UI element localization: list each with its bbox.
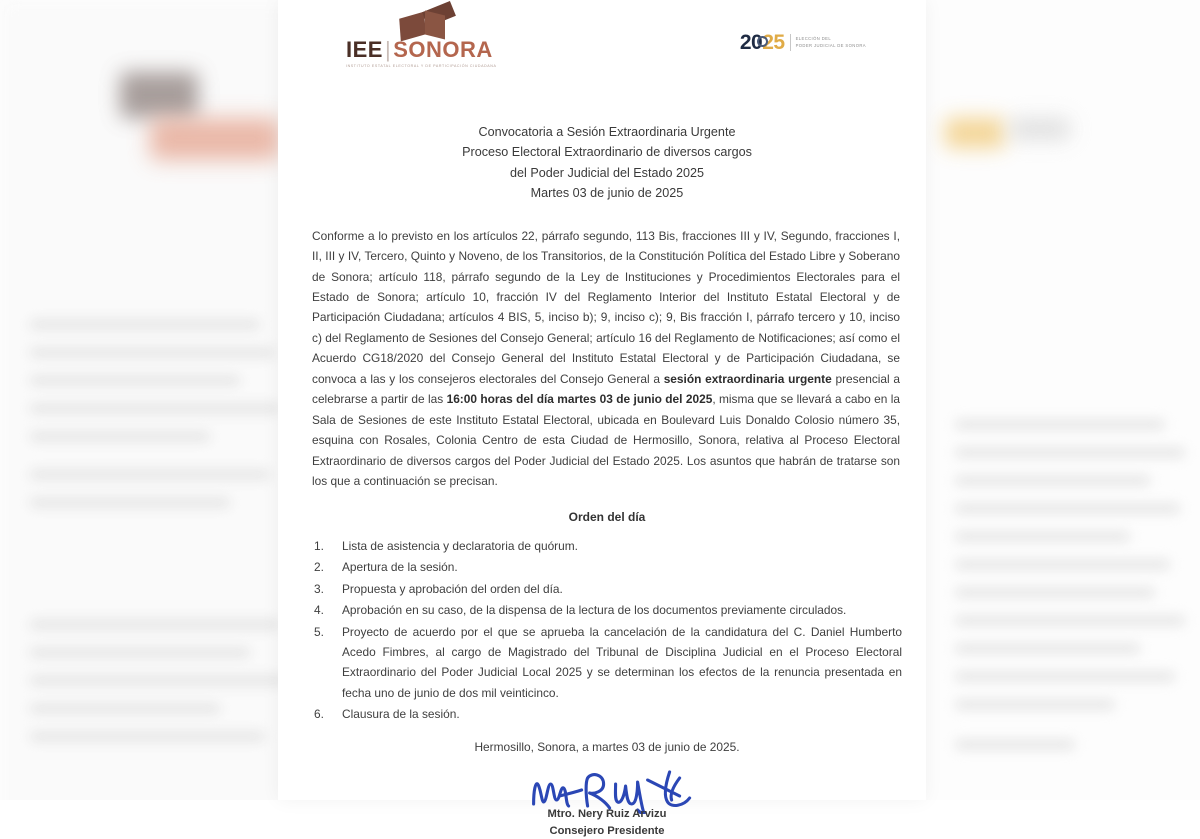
document-header bbox=[312, 0, 902, 84]
document-title bbox=[312, 122, 902, 204]
background-text-line bbox=[30, 470, 270, 479]
logo-tagline: INSTITUTO ESTATAL ELECTORAL Y DE PARTICIPACIÓN CIUDADANA bbox=[346, 64, 497, 68]
logo-state: SONORA bbox=[393, 37, 493, 62]
background-text-line bbox=[30, 348, 275, 357]
background-year-logo bbox=[945, 118, 1005, 148]
signer-role: Consejero Presidente bbox=[549, 824, 665, 837]
title-line-3: del Poder Judicial del Estado 2025 bbox=[510, 165, 704, 180]
election-tagline-line2: PODER JUDICIAL DE SONORA bbox=[795, 42, 866, 48]
body-bold-session-type: sesión extraordinaria urgente bbox=[663, 371, 832, 386]
background-logo-wordmark bbox=[150, 118, 280, 160]
election-logo-tagline bbox=[796, 36, 866, 49]
background-text-line bbox=[955, 700, 1115, 709]
agenda-list bbox=[312, 536, 902, 725]
background-text-line bbox=[30, 320, 260, 329]
signature-block bbox=[312, 762, 902, 839]
agenda-item: Clausura de la sesión. bbox=[342, 707, 460, 722]
election-2025-logo bbox=[740, 32, 866, 53]
background-year-tagline bbox=[1010, 118, 1070, 140]
background-text-line bbox=[30, 620, 280, 629]
background-text-line bbox=[30, 432, 210, 441]
body-paragraph bbox=[312, 226, 902, 492]
agenda-item: Proyecto de acuerdo por el que se aprueba la cancelación de la candidatura del C. Daniel Humberto Acedo Fimbres, al cargo de Magistrado del Tribunal de Disciplina Judicial en el Proceso Electoral Extraordinario del Poder Judicial Local 2025 y se determinan los efectos de la renuncia presentada en fecha uno de junio de dos mil veinticinco. bbox=[342, 624, 902, 700]
year-second-half: 25 bbox=[762, 31, 785, 54]
document-page bbox=[278, 0, 926, 837]
year-first-half: 20 bbox=[739, 31, 763, 54]
body-text-part-1: Conforme a lo previsto en los artículos 22, párrafo segundo, 113 Bis, fracciones III y IV, Segundo, fracciones I, II, III y IV, Tercero, Quinto y Noveno, de los Transitorios, de la Constitución Política del Estado Libre y Soberano de Sonora; artículo 118, párrafo segundo de la Ley de Instituciones y Procedimientos Electorales para el Estado de Sonora; artículo 10, fracción IV del Reglamento Interior del Instituto Estatal Electoral y de Participación Ciudadana; artículos 4 BIS, 5, inciso b); 9, inciso c); 9, Bis fracción I, párrafo tercero y 10, inciso c) del Reglamento de Sesiones del Consejo General; artículo 16 del Reglamento de Notificaciones; así como el Acuerdo CG18/2020 del Consejo General del Instituto Estatal Electoral y de Participación Ciudadana, se convoca a las y los consejeros electorales del Consejo General a bbox=[312, 228, 900, 386]
closing-place-date: Hermosillo, Sonora, a martes 03 de junio de 2025. bbox=[474, 739, 740, 754]
background-text-line bbox=[955, 420, 1165, 429]
handwritten-signature bbox=[312, 762, 902, 806]
background-text-line bbox=[955, 672, 1175, 681]
election-tagline-line1: ELECCIÓN DEL bbox=[795, 36, 832, 42]
logo-acronym: IEE bbox=[346, 37, 383, 62]
logo-divider bbox=[790, 34, 791, 51]
background-text-line bbox=[955, 448, 1185, 457]
background-text-line bbox=[955, 476, 1150, 485]
ballot-ring-icon bbox=[757, 36, 768, 47]
background-text-line bbox=[30, 376, 240, 385]
background-text-line bbox=[955, 532, 1130, 541]
background-text-line bbox=[955, 616, 1185, 625]
background-text-line bbox=[955, 588, 1155, 597]
year-numerals bbox=[740, 32, 785, 53]
signer-name: Mtro. Nery Ruiz Arvizu bbox=[547, 807, 667, 820]
background-text-line bbox=[30, 404, 280, 413]
background-text-line bbox=[955, 740, 1075, 749]
agenda-item: Propuesta y aprobación del orden del día. bbox=[342, 581, 563, 596]
title-line-1: Convocatoria a Sesión Extraordinaria Urgente bbox=[478, 125, 736, 139]
background-text-line bbox=[30, 648, 250, 657]
background-text-line bbox=[30, 676, 285, 685]
body-bold-datetime: 16:00 horas del día martes 03 de junio del 2025 bbox=[446, 392, 713, 407]
agenda-item: Lista de asistencia y declaratoria de quórum. bbox=[342, 538, 578, 553]
background-text-line bbox=[955, 644, 1140, 653]
agenda-item: Apertura de la sesión. bbox=[342, 560, 458, 575]
body-text-part-2: presencial a celebrarse a partir de las bbox=[312, 371, 901, 407]
logo-separator: | bbox=[384, 37, 392, 62]
background-text-line bbox=[30, 704, 220, 713]
agenda-item: Aprobación en su caso, de la dispensa de la lectura de los documentos previamente circulados. bbox=[342, 603, 847, 618]
agenda-heading: Orden del día bbox=[568, 509, 646, 524]
background-text-line bbox=[30, 732, 265, 741]
background-text-line bbox=[30, 498, 230, 507]
iee-wordmark bbox=[346, 39, 496, 61]
ballot-box-icon bbox=[392, 6, 462, 38]
iee-sonora-logo bbox=[346, 6, 496, 68]
background-text-line bbox=[955, 560, 1170, 569]
body-text-part-3: , misma que se llevará a cabo en la Sala de Sesiones de este Instituto Estatal Electoral, ubicada en Boulevard Luis Donaldo Colosio número 35, esquina con Rosales, Colonia Centro de esta Ciudad de Hermosillo, Sonora, relativa al Proceso Electoral Extraordinario de diversos cargos del Poder Judicial del Estado 2025. Los asuntos que habrán de tratarse son los que a continuación se precisan. bbox=[312, 392, 901, 489]
background-text-line bbox=[955, 504, 1180, 513]
title-line-4: Martes 03 de junio de 2025 bbox=[530, 186, 684, 201]
background-logo-mark bbox=[120, 72, 198, 118]
title-line-2: Proceso Electoral Extraordinario de diversos cargos bbox=[462, 145, 752, 160]
